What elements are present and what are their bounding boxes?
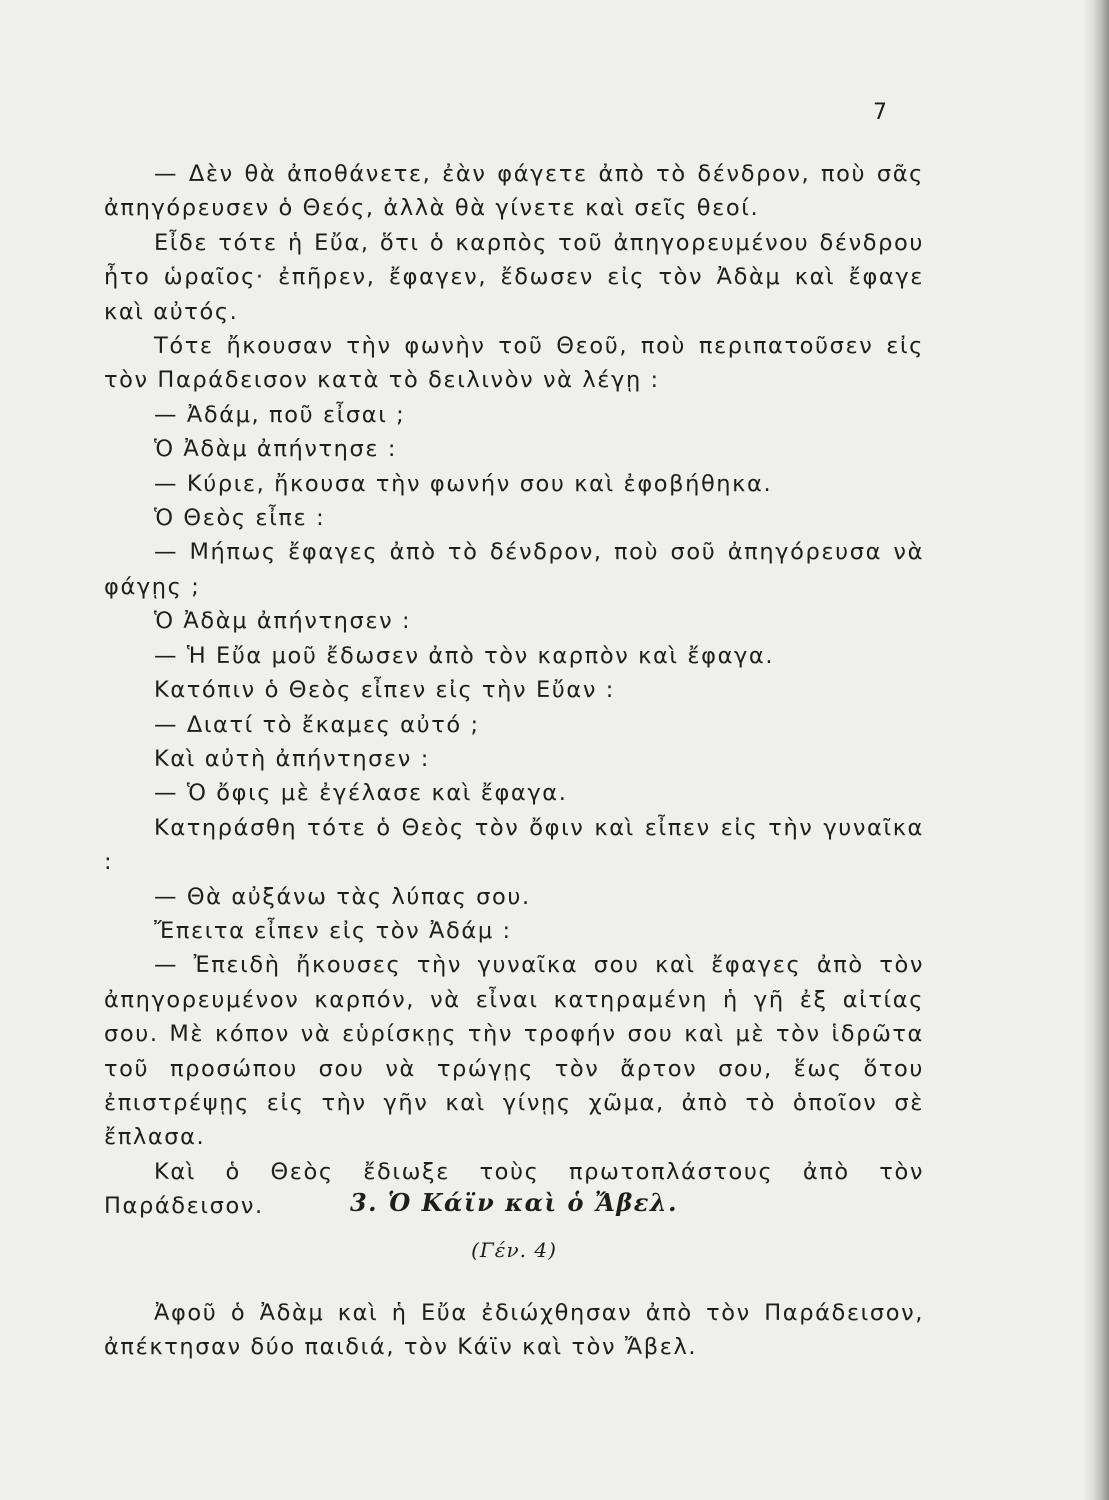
paragraph: Εἶδε τότε ἡ Εὔα, ὅτι ὁ καρπὸς τοῦ ἀπηγορευμένου δένδρου ἦτο ὡραῖος· ἐπῆρεν, ἔφαγεν, ἔδωσεν εἰς τὸν Ἀδὰμ καὶ ἔφαγε καὶ αὐτός.	[104, 229, 924, 325]
paragraph: Ὁ Ἀδὰμ ἀπήντησε :	[154, 436, 398, 463]
paragraph: Ἀφοῦ ὁ Ἀδὰμ καὶ ἡ Εὔα ἐδιώχθησαν ἀπὸ τὸν Παράδεισον, ἀπέκτησαν δύο παιδιά, τὸν Κάϊν καὶ τὸν Ἄβελ.	[104, 1300, 924, 1361]
paragraph: Καὶ ὁ Θεὸς ἔδιωξε τοὺς πρωτοπλάστους ἀπὸ τὸν Παράδεισον.	[104, 1158, 924, 1220]
paragraph: Τότε ἤκουσαν τὴν φωνὴν τοῦ Θεοῦ, ποὺ περιπατοῦσεν εἰς τὸν Παράδεισον κατὰ τὸ δειλινὸν νὰ λέγῃ :	[104, 333, 924, 394]
section-reference: (Γέν. 4)	[471, 1238, 557, 1262]
paragraph: — Μήπως ἔφαγες ἀπὸ τὸ δένδρον, ποὺ σοῦ ἀπηγόρευσα νὰ φάγῃς ;	[104, 539, 924, 600]
paragraph: — Ὁ ὄφις μὲ ἐγέλασε καὶ ἔφαγα.	[154, 780, 568, 807]
paragraph: Ὁ Ἀδὰμ ἀπήντησεν :	[154, 608, 412, 635]
paragraph: Καὶ αὐτὴ ἀπήντησεν :	[154, 745, 430, 772]
paragraph: — Δὲν θὰ ἀποθάνετε, ἐὰν φάγετε ἀπὸ τὸ δένδρον, ποὺ σᾶς ἀπηγόρευσεν ὁ Θεός, ἀλλὰ θὰ γίνετε καὶ σεῖς θεοί.	[104, 161, 924, 222]
paragraph: — Διατί τὸ ἔκαμες αὐτό ;	[154, 711, 480, 738]
section-heading: 3. Ὁ Κάϊν καὶ ὁ Ἄβελ.	[349, 1188, 679, 1217]
paragraph: Κατόπιν ὁ Θεὸς εἶπεν εἰς τὴν Εὔαν :	[154, 677, 615, 704]
paragraph: Ἔπειτα εἶπεν εἰς τὸν Ἀδάμ :	[154, 917, 512, 944]
paragraph: — Ἐπειδὴ ἤκουσες τὴν γυναῖκα σου καὶ ἔφαγες ἀπὸ τὸν ἀπηγορευμένον καρπόν, νὰ εἶναι κατηραμένη ἡ γῆ ἐξ αἰτίας σου. Μὲ κόπον νὰ εὑρίσκῃς τὴν τροφήν σου καὶ μὲ τὸν ἱδρῶτα τοῦ προσώπου σου νὰ τρώγῃς τὸν ἄρτον σου, ἕως ὅτου ἐπιστρέψῃς εἰς τὴν γῆν καὶ γίνῃς χῶμα, ἀπὸ τὸ ὁποῖον σὲ ἔπλασα.	[104, 952, 924, 1151]
page-edge-shadow	[1083, 0, 1109, 1500]
paragraph: — Ἡ Εὔα μοῦ ἔδωσεν ἀπὸ τὸν καρπὸν καὶ ἔφαγα.	[154, 642, 775, 669]
paragraph: Ὁ Θεὸς εἶπε :	[154, 505, 326, 532]
body-text	[104, 157, 924, 1224]
section-body-text	[104, 1296, 924, 1365]
paragraph: — Ἀδάμ, ποῦ εἶσαι ;	[154, 401, 406, 428]
page-number: 7	[873, 100, 887, 125]
paragraph: Κατηράσθη τότε ὁ Θεὸς τὸν ὄφιν καὶ εἶπεν εἰς τὴν γυναῖκα :	[104, 814, 924, 876]
paragraph: — Κύριε, ἤκουσα τὴν φωνήν σου καὶ ἐφοβήθηκα.	[154, 470, 773, 497]
paragraph: — Θὰ αὐξάνω τὰς λύπας σου.	[154, 883, 531, 910]
